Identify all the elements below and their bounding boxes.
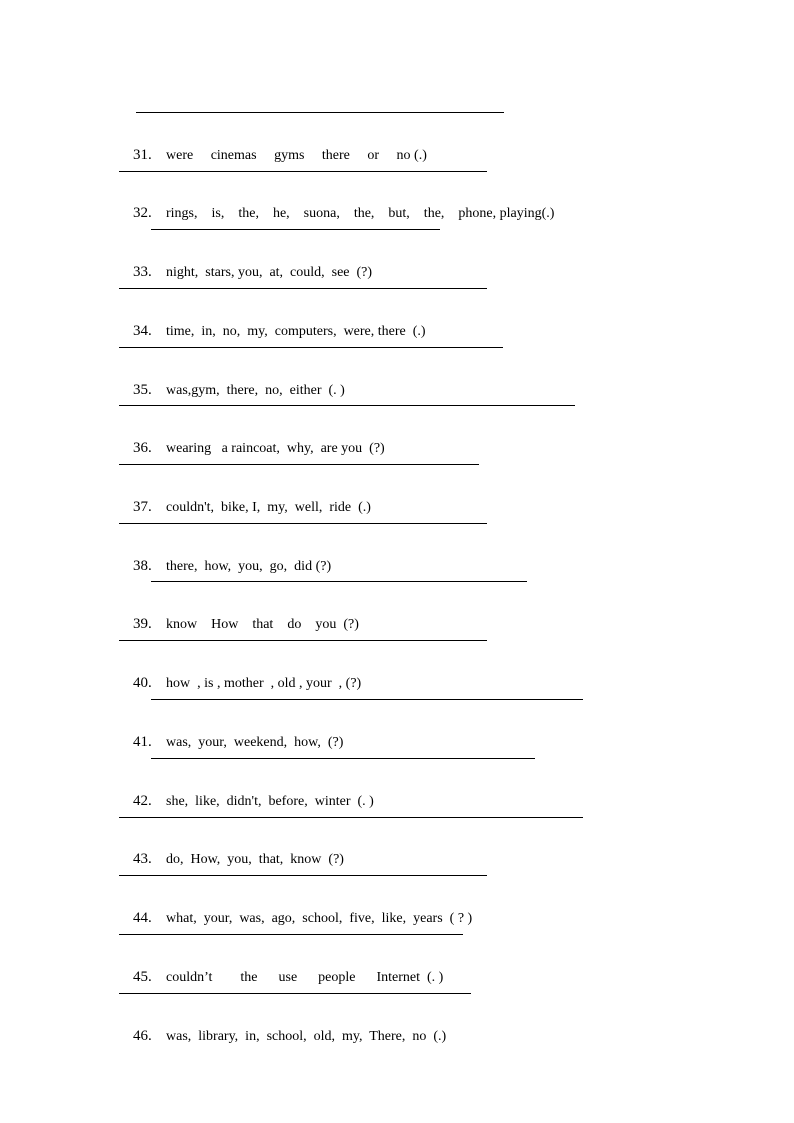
question-number: 32. <box>133 205 152 221</box>
answer-line[interactable] <box>119 523 487 524</box>
question-35 <box>119 360 345 398</box>
question-words: do, How, you, that, know (?) <box>166 852 344 867</box>
question-number: 45. <box>133 969 152 985</box>
question-words: time, in, no, my, computers, were, there (.) <box>166 324 426 339</box>
question-words: how , is , mother , old , your , (?) <box>166 676 362 691</box>
question-number: 39. <box>133 616 152 632</box>
question-words: wearing a raincoat, why, are you (?) <box>166 441 385 456</box>
question-number: 40. <box>133 675 152 691</box>
question-32 <box>119 183 555 221</box>
question-number: 43. <box>133 851 152 867</box>
answer-line[interactable] <box>136 112 504 113</box>
question-36 <box>119 418 385 456</box>
question-37 <box>119 477 371 515</box>
question-words: couldn't, bike, I, my, well, ride (.) <box>166 500 371 515</box>
question-number: 33. <box>133 264 152 280</box>
answer-line[interactable] <box>151 699 583 700</box>
question-number: 44. <box>133 910 152 926</box>
question-41 <box>119 712 344 750</box>
answer-line[interactable] <box>119 464 479 465</box>
answer-line[interactable] <box>151 229 440 230</box>
question-38 <box>119 536 332 574</box>
question-number: 31. <box>133 147 152 163</box>
question-number: 35. <box>133 382 152 398</box>
question-45 <box>119 947 444 985</box>
question-34 <box>119 301 426 339</box>
question-39 <box>119 594 359 632</box>
answer-line[interactable] <box>119 817 583 818</box>
question-31 <box>119 125 427 163</box>
question-number: 34. <box>133 323 152 339</box>
question-33 <box>119 242 373 280</box>
answer-line[interactable] <box>119 934 463 935</box>
question-44 <box>119 888 473 926</box>
question-number: 36. <box>133 440 152 456</box>
answer-line[interactable] <box>119 405 575 406</box>
question-words: was, your, weekend, how, (?) <box>166 735 344 750</box>
question-words: were cinemas gyms there or no (.) <box>166 148 427 163</box>
question-words: was, library, in, school, old, my, There, no (.) <box>166 1029 447 1044</box>
question-words: night, stars, you, at, could, see (?) <box>166 265 373 280</box>
answer-line[interactable] <box>151 581 527 582</box>
answer-line[interactable] <box>151 758 535 759</box>
question-words: was,gym, there, no, either (. ) <box>166 383 345 398</box>
question-words: couldn’t the use people Internet (. ) <box>166 970 444 985</box>
answer-line[interactable] <box>119 347 503 348</box>
question-number: 46. <box>133 1028 152 1044</box>
question-words: what, your, was, ago, school, five, like, years ( ? ) <box>166 911 473 926</box>
question-46 <box>119 1006 447 1044</box>
question-number: 37. <box>133 499 152 515</box>
answer-line[interactable] <box>119 288 487 289</box>
question-40 <box>119 653 362 691</box>
question-42 <box>119 771 374 809</box>
answer-line[interactable] <box>119 875 487 876</box>
answer-line[interactable] <box>119 171 487 172</box>
answer-line[interactable] <box>119 993 471 994</box>
question-words: she, like, didn't, before, winter (. ) <box>166 794 374 809</box>
question-number: 41. <box>133 734 152 750</box>
question-words: know How that do you (?) <box>166 617 359 632</box>
answer-line[interactable] <box>119 640 487 641</box>
question-number: 42. <box>133 793 152 809</box>
question-43 <box>119 829 344 867</box>
question-words: rings, is, the, he, suona, the, but, the, phone, playing(.) <box>166 206 555 221</box>
question-words: there, how, you, go, did (?) <box>166 559 332 574</box>
question-number: 38. <box>133 558 152 574</box>
